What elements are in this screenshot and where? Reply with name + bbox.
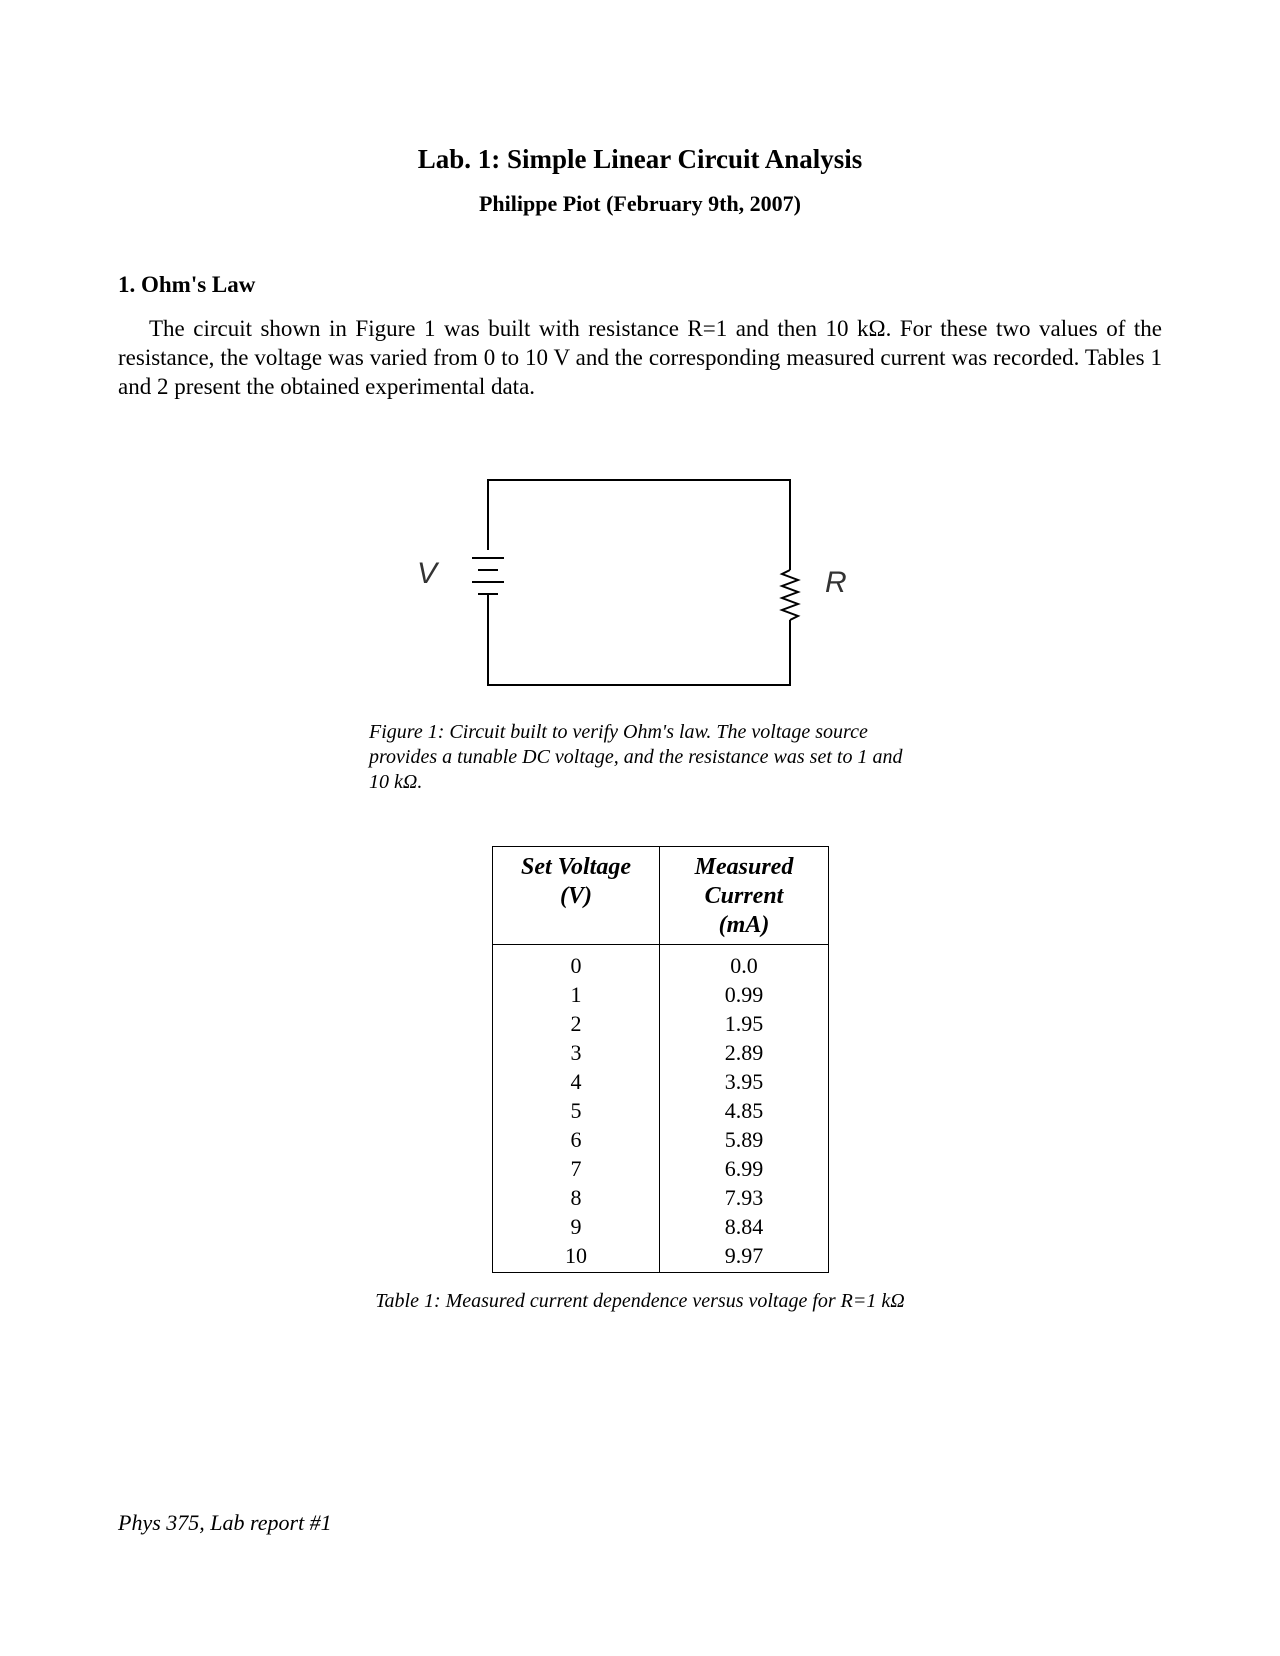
current-cell: 8.84 — [660, 1212, 829, 1241]
voltage-cell: 0 — [493, 945, 660, 981]
header-measured-current — [660, 847, 829, 945]
table-row — [493, 1154, 829, 1183]
header-voltage-line2: (V) — [560, 883, 592, 909]
table-row — [493, 1038, 829, 1067]
current-cell: 6.99 — [660, 1154, 829, 1183]
current-cell: 7.93 — [660, 1183, 829, 1212]
table-row — [493, 1241, 829, 1273]
header-current-line2: Current — [704, 883, 784, 909]
current-cell: 1.95 — [660, 1009, 829, 1038]
table-row — [493, 1096, 829, 1125]
current-cell: 2.89 — [660, 1038, 829, 1067]
voltage-cell: 10 — [493, 1241, 660, 1273]
voltage-cell: 1 — [493, 980, 660, 1009]
header-current-line3: (mA) — [718, 912, 770, 938]
current-cell: 5.89 — [660, 1125, 829, 1154]
current-cell: 4.85 — [660, 1096, 829, 1125]
voltage-cell: 3 — [493, 1038, 660, 1067]
header-set-voltage — [493, 847, 660, 945]
table-caption: Table 1: Measured current dependence versus voltage for R=1 kΩ — [375, 1290, 905, 1312]
table-row — [493, 1009, 829, 1038]
voltage-source-label: V — [417, 557, 438, 590]
voltage-cell: 2 — [493, 1009, 660, 1038]
author-line: Philippe Piot (February 9th, 2007) — [478, 191, 802, 216]
figure-caption: Figure 1: Circuit built to verify Ohm's law. The voltage source provides a tunable DC voltage, and the resistance was set to 1 and 10 kΩ. — [369, 721, 903, 793]
voltage-cell: 8 — [493, 1183, 660, 1212]
voltage-cell: 5 — [493, 1096, 660, 1125]
voltage-cell: 6 — [493, 1125, 660, 1154]
page-footer: Phys 375, Lab report #1 — [118, 1510, 332, 1535]
table-row — [493, 1212, 829, 1241]
resistor-symbol — [782, 570, 798, 620]
data-table — [492, 846, 829, 1273]
resistor-label: R — [825, 566, 847, 599]
intro-paragraph: The circuit shown in Figure 1 was built with resistance R=1 and then 10 kΩ. For these two values of the resistance, the voltage was varied from 0 to 10 V and the corresponding measured current was recorded. Tables 1 and 2 present the obtained experimental data. — [118, 316, 1162, 399]
current-cell: 9.97 — [660, 1241, 829, 1273]
table-row — [493, 1125, 829, 1154]
voltage-cell: 9 — [493, 1212, 660, 1241]
document-title: Lab. 1: Simple Linear Circuit Analysis — [417, 144, 863, 174]
table-row — [493, 945, 829, 981]
table-row — [493, 1183, 829, 1212]
current-cell: 0.99 — [660, 980, 829, 1009]
header-voltage-line1: Set Voltage — [520, 854, 631, 880]
table-row — [493, 980, 829, 1009]
section-heading: 1. Ohm's Law — [118, 272, 256, 297]
header-current-line1: Measured — [694, 854, 794, 880]
current-cell: 3.95 — [660, 1067, 829, 1096]
circuit-wire-bottom — [488, 605, 790, 685]
circuit-wire-top — [488, 480, 790, 570]
voltage-cell: 4 — [493, 1067, 660, 1096]
voltage-cell: 7 — [493, 1154, 660, 1183]
circuit-diagram — [400, 470, 880, 710]
current-cell: 0.0 — [660, 945, 829, 981]
table-row — [493, 1067, 829, 1096]
